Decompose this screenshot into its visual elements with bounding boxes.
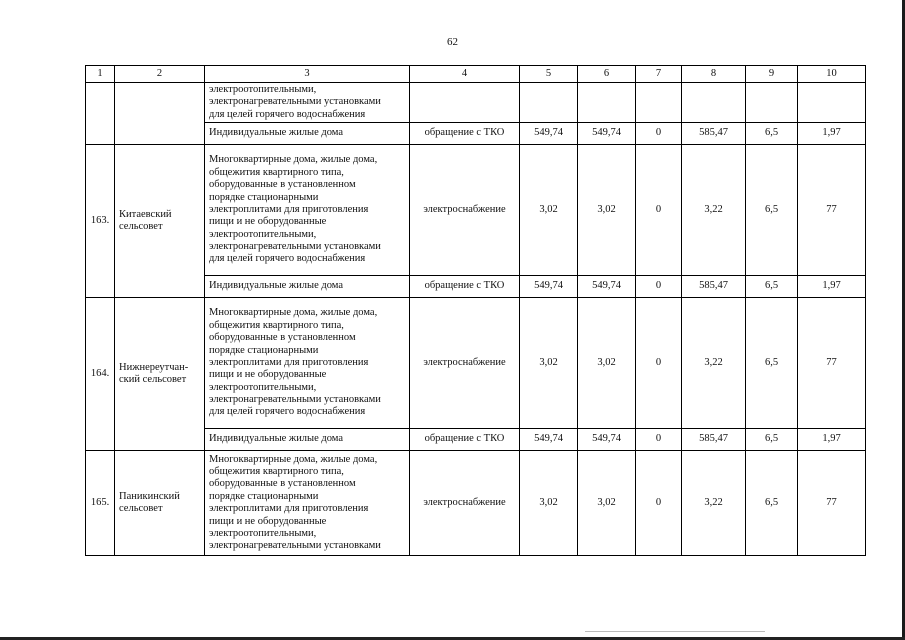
service-type: электроснабжение bbox=[423, 496, 506, 508]
value-9: 6,5 bbox=[764, 280, 779, 292]
value-cell-9 bbox=[746, 276, 798, 298]
value-8: 585,47 bbox=[699, 280, 728, 292]
value-8: 585,47 bbox=[699, 433, 728, 445]
value-cell-5 bbox=[520, 429, 578, 451]
col-header-7: 7 bbox=[636, 66, 682, 83]
description-cell bbox=[205, 276, 410, 298]
table-row bbox=[86, 145, 866, 276]
value-cell-8 bbox=[682, 276, 746, 298]
value-9: 6,5 bbox=[764, 433, 779, 445]
row-number-cell bbox=[86, 145, 115, 298]
description-line: оборудованные в установленном bbox=[209, 332, 356, 344]
municipality-name-line: сельсовет bbox=[119, 221, 163, 233]
col-header-1: 1 bbox=[86, 66, 115, 83]
row-number: 165. bbox=[90, 496, 110, 508]
value-cell-7 bbox=[636, 276, 682, 298]
description-line: оборудованные в установленном bbox=[209, 179, 356, 191]
service-type: электроснабжение bbox=[423, 356, 506, 368]
row-number: 163. bbox=[90, 214, 110, 226]
value-cell-8 bbox=[682, 451, 746, 556]
description-line: Многоквартирные дома, жилые дома, bbox=[209, 307, 378, 319]
service-type: обращение с ТКО bbox=[424, 433, 505, 445]
municipality-name-line: сельсовет bbox=[119, 503, 163, 515]
empty-cell bbox=[410, 83, 520, 123]
value-cell-5 bbox=[520, 298, 578, 429]
value-cell-6 bbox=[578, 451, 636, 556]
description-line: электроплитами для приготовления bbox=[209, 203, 369, 215]
description-line: электроотопительными, bbox=[209, 527, 317, 539]
value-cell-10 bbox=[798, 298, 866, 429]
description-line: пищи и не оборудованные bbox=[209, 515, 327, 527]
value-cell-6 bbox=[578, 429, 636, 451]
value-10: 1,97 bbox=[822, 433, 841, 445]
value-10: 1,97 bbox=[822, 127, 841, 139]
value-6: 549,74 bbox=[592, 433, 621, 445]
value-10: 1,97 bbox=[822, 280, 841, 292]
service-type: электроснабжение bbox=[423, 203, 506, 215]
description-line: для целей горячего водоснабжения bbox=[209, 253, 366, 265]
value-cell-8 bbox=[682, 429, 746, 451]
row-number-cell bbox=[86, 451, 115, 556]
description-cell bbox=[205, 429, 410, 451]
col-header-4: 4 bbox=[410, 66, 520, 83]
service-type-cell bbox=[410, 145, 520, 276]
col-header-9: 9 bbox=[746, 66, 798, 83]
description-line: электронагревательными установками bbox=[209, 394, 381, 406]
service-type-cell bbox=[410, 298, 520, 429]
value-cell-9 bbox=[746, 298, 798, 429]
value-5: 549,74 bbox=[534, 280, 563, 292]
value-7: 0 bbox=[655, 127, 662, 139]
col-header-10: 10 bbox=[798, 66, 866, 83]
value-cell-6 bbox=[578, 123, 636, 145]
col-header-3: 3 bbox=[205, 66, 410, 83]
value-8: 3,22 bbox=[704, 496, 723, 508]
description-line: общежития квартирного типа, bbox=[209, 319, 344, 331]
municipality-cell bbox=[115, 83, 205, 145]
value-cell-6 bbox=[578, 298, 636, 429]
description-line: пищи и не оборудованные bbox=[209, 369, 327, 381]
table-row bbox=[86, 298, 866, 429]
empty-cell bbox=[682, 83, 746, 123]
value-cell-5 bbox=[520, 451, 578, 556]
value-cell-6 bbox=[578, 276, 636, 298]
value-cell-5 bbox=[520, 145, 578, 276]
value-cell-10 bbox=[798, 123, 866, 145]
value-cell-7 bbox=[636, 123, 682, 145]
value-5: 3,02 bbox=[539, 203, 558, 215]
service-type-cell bbox=[410, 429, 520, 451]
description-text: Индивидуальные жилые дома bbox=[209, 127, 344, 139]
description-line: порядке стационарными bbox=[209, 191, 319, 203]
description-line: для целей горячего водоснабжения bbox=[209, 108, 366, 120]
value-cell-9 bbox=[746, 429, 798, 451]
value-6: 3,02 bbox=[597, 356, 616, 368]
description-line: электронагревательными установками bbox=[209, 540, 381, 552]
value-cell-10 bbox=[798, 276, 866, 298]
description-line: электронагревательными установками bbox=[209, 241, 381, 253]
value-6: 3,02 bbox=[597, 496, 616, 508]
municipality-name-line: Китаевский bbox=[119, 208, 172, 220]
header-row bbox=[86, 66, 866, 83]
value-cell-8 bbox=[682, 298, 746, 429]
service-type-cell bbox=[410, 123, 520, 145]
value-10: 77 bbox=[826, 496, 837, 508]
value-cell-8 bbox=[682, 123, 746, 145]
description-cell bbox=[205, 123, 410, 145]
value-10: 77 bbox=[826, 203, 837, 215]
municipality-name-line: Нижнереутчан- bbox=[119, 361, 189, 373]
value-cell-5 bbox=[520, 123, 578, 145]
value-7: 0 bbox=[655, 280, 662, 292]
description-line: общежития квартирного типа, bbox=[209, 466, 344, 477]
tariff-table bbox=[85, 65, 866, 556]
value-8: 585,47 bbox=[699, 127, 728, 139]
description-cell bbox=[205, 83, 410, 123]
value-cell-9 bbox=[746, 123, 798, 145]
value-9: 6,5 bbox=[764, 356, 779, 368]
description-line: Многоквартирные дома, жилые дома, bbox=[209, 453, 378, 465]
value-6: 549,74 bbox=[592, 127, 621, 139]
description-line: общежития квартирного типа, bbox=[209, 166, 344, 178]
description-cell bbox=[205, 451, 410, 556]
description-line: электроотопительными, bbox=[209, 381, 317, 393]
description-line: оборудованные в установленном bbox=[209, 478, 356, 490]
value-cell-7 bbox=[636, 451, 682, 556]
value-7: 0 bbox=[655, 356, 662, 368]
value-cell-7 bbox=[636, 298, 682, 429]
value-9: 6,5 bbox=[764, 127, 779, 139]
row-number-cell bbox=[86, 83, 115, 145]
value-8: 3,22 bbox=[704, 203, 723, 215]
empty-cell bbox=[798, 83, 866, 123]
value-cell-10 bbox=[798, 451, 866, 556]
page-number: 62 bbox=[447, 36, 458, 48]
description-line: порядке стационарными bbox=[209, 490, 319, 502]
description-line: порядке стационарными bbox=[209, 344, 319, 356]
value-cell-9 bbox=[746, 145, 798, 276]
municipality-cell bbox=[115, 298, 205, 451]
value-6: 3,02 bbox=[597, 203, 616, 215]
municipality-name-line: ский сельсовет bbox=[119, 374, 187, 386]
value-7: 0 bbox=[655, 433, 662, 445]
value-cell-6 bbox=[578, 145, 636, 276]
value-cell-9 bbox=[746, 451, 798, 556]
municipality-cell bbox=[115, 145, 205, 298]
service-type-cell bbox=[410, 451, 520, 556]
description-line: электроплитами для приготовления bbox=[209, 356, 369, 368]
service-type-cell bbox=[410, 276, 520, 298]
empty-cell bbox=[578, 83, 636, 123]
description-text: Индивидуальные жилые дома bbox=[209, 433, 344, 445]
description-line: электронагревательными установками bbox=[209, 96, 381, 108]
value-cell-8 bbox=[682, 145, 746, 276]
empty-cell bbox=[746, 83, 798, 123]
value-cell-7 bbox=[636, 145, 682, 276]
value-8: 3,22 bbox=[704, 356, 723, 368]
value-6: 549,74 bbox=[592, 280, 621, 292]
empty-cell bbox=[520, 83, 578, 123]
col-header-6: 6 bbox=[578, 66, 636, 83]
description-cell bbox=[205, 298, 410, 429]
table-row bbox=[86, 451, 866, 556]
description-line: электроотопительными, bbox=[209, 84, 317, 95]
row-number: 164. bbox=[90, 367, 110, 379]
description-text: Индивидуальные жилые дома bbox=[209, 280, 344, 292]
table-row bbox=[86, 83, 866, 123]
col-header-2: 2 bbox=[115, 66, 205, 83]
service-type: обращение с ТКО bbox=[424, 280, 505, 292]
description-line: Многоквартирные дома, жилые дома, bbox=[209, 154, 378, 166]
service-type: обращение с ТКО bbox=[424, 127, 505, 139]
value-10: 77 bbox=[826, 356, 837, 368]
value-5: 3,02 bbox=[539, 356, 558, 368]
description-cell bbox=[205, 145, 410, 276]
value-cell-10 bbox=[798, 145, 866, 276]
description-line: электроотопительными, bbox=[209, 228, 317, 240]
municipality-cell bbox=[115, 451, 205, 556]
value-9: 6,5 bbox=[764, 496, 779, 508]
description-line: для целей горячего водоснабжения bbox=[209, 406, 366, 418]
col-header-8: 8 bbox=[682, 66, 746, 83]
value-7: 0 bbox=[655, 203, 662, 215]
value-7: 0 bbox=[655, 496, 662, 508]
empty-cell bbox=[636, 83, 682, 123]
row-number-cell bbox=[86, 298, 115, 451]
col-header-5: 5 bbox=[520, 66, 578, 83]
value-cell-10 bbox=[798, 429, 866, 451]
value-cell-5 bbox=[520, 276, 578, 298]
value-5: 549,74 bbox=[534, 127, 563, 139]
value-5: 549,74 bbox=[534, 433, 563, 445]
description-line: электроплитами для приготовления bbox=[209, 503, 369, 515]
municipality-name-line: Паникинский bbox=[119, 490, 180, 502]
scan-mark bbox=[585, 631, 765, 632]
value-9: 6,5 bbox=[764, 203, 779, 215]
description-line: пищи и не оборудованные bbox=[209, 216, 327, 228]
value-5: 3,02 bbox=[539, 496, 558, 508]
value-cell-7 bbox=[636, 429, 682, 451]
